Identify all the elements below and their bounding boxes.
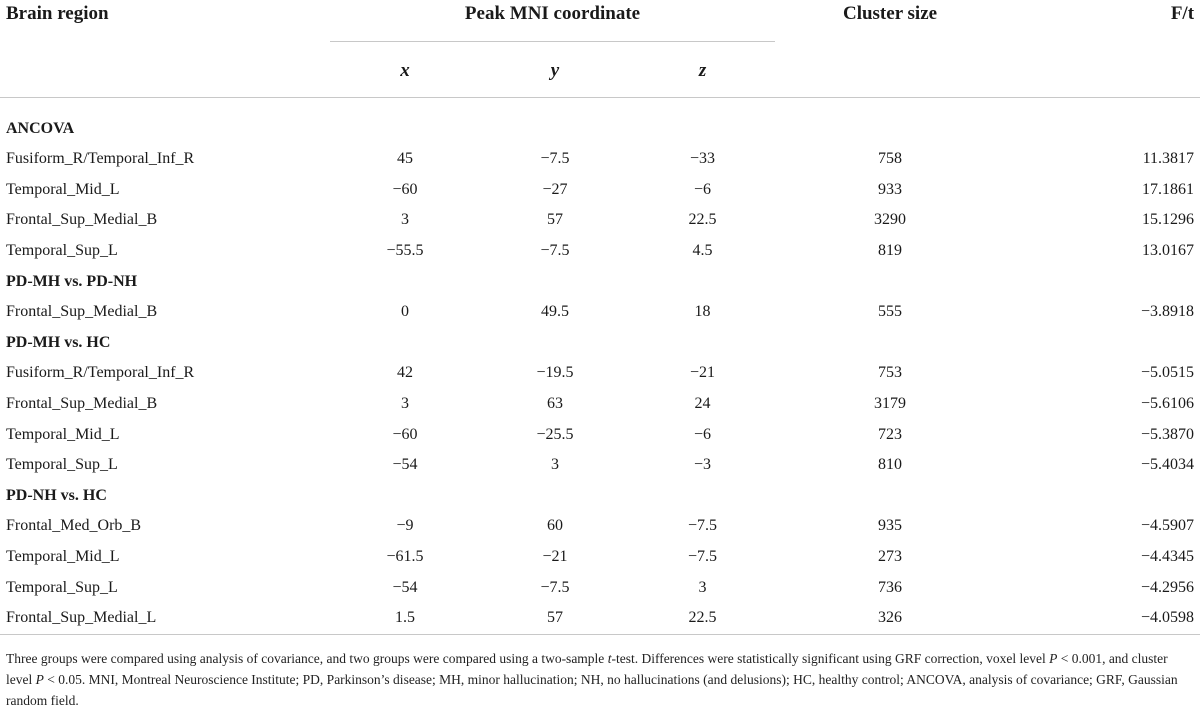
x-cell: −54 bbox=[392, 456, 418, 474]
region-cell: Temporal_Sup_L bbox=[6, 242, 118, 260]
f-t-cell: −4.0598 bbox=[1005, 603, 1200, 634]
x-cell: −9 bbox=[396, 517, 414, 535]
footnote-text-1: Three groups were compared using analysis of covariance, and two groups were compared using a two-sample bbox=[6, 651, 608, 666]
region-cell: Fusiform_R/Temporal_Inf_R bbox=[6, 364, 195, 382]
x-cell: 3 bbox=[401, 395, 409, 413]
table-row bbox=[0, 450, 1200, 481]
y-cell: −7.5 bbox=[540, 150, 570, 168]
f-t-cell: −4.2956 bbox=[1141, 578, 1195, 596]
footnote-t: t bbox=[607, 651, 612, 666]
y-cell: 63 bbox=[547, 395, 563, 413]
z-cell: 3 bbox=[698, 578, 707, 596]
x-cell: 42 bbox=[397, 364, 413, 382]
cluster-size-cell: 3290 bbox=[874, 211, 907, 229]
region-cell: Frontal_Sup_Medial_L bbox=[0, 603, 330, 634]
region-cell: Frontal_Med_Orb_B bbox=[6, 517, 142, 535]
z-cell: 18 bbox=[694, 303, 711, 321]
x-cell: 3 bbox=[401, 211, 409, 229]
header-x: x bbox=[330, 45, 480, 98]
table-row bbox=[0, 236, 1200, 267]
footnote-text-3: < 0.001, and cluster level bbox=[6, 651, 1168, 687]
header-brain-region: Brain region bbox=[0, 0, 330, 98]
z-cell: −7.5 bbox=[688, 517, 718, 535]
x-cell: 0 bbox=[401, 303, 409, 321]
x-cell: −61.5 bbox=[386, 548, 424, 566]
cluster-size-cell: 723 bbox=[878, 425, 903, 443]
table-row bbox=[0, 542, 1200, 573]
z-cell: −33 bbox=[690, 150, 716, 168]
group-row bbox=[0, 481, 1200, 512]
table-row bbox=[0, 175, 1200, 206]
header-row bbox=[0, 0, 1200, 45]
table-row bbox=[0, 205, 1200, 236]
region-cell: Fusiform_R/Temporal_Inf_R bbox=[6, 150, 195, 168]
region-cell: Temporal_Mid_L bbox=[6, 425, 120, 443]
f-t-cell: 11.3817 bbox=[1142, 150, 1195, 168]
table-row bbox=[0, 358, 1200, 389]
f-t-cell: −5.6106 bbox=[1141, 395, 1195, 413]
cluster-size-cell: 736 bbox=[878, 578, 903, 596]
y-cell: 60 bbox=[547, 517, 563, 535]
group-label: ANCOVA bbox=[6, 120, 75, 137]
y-cell: −7.5 bbox=[540, 578, 570, 596]
f-t-cell: 17.1861 bbox=[1142, 180, 1195, 198]
region-cell: Frontal_Sup_Medial_B bbox=[6, 211, 158, 229]
footnote-text-4: < 0.05. MNI, Montreal Neuroscience Institute; PD, Parkinson’s disease; MH, minor hallucination; NH, no hallucinations (and delusions); HC, healthy control; ANCOVA, analysis of covariance; GRF, Gaussian random field. bbox=[6, 672, 1178, 708]
group-row bbox=[0, 98, 1200, 145]
footnote-text-2: -test. Differences were statistically significant using GRF correction, voxel level bbox=[611, 651, 1050, 666]
z-cell: −6 bbox=[694, 180, 712, 198]
table-body bbox=[0, 98, 1200, 635]
region-cell: Frontal_Sup_Medial_B bbox=[6, 303, 158, 321]
header-cluster-size: Cluster size bbox=[775, 0, 1005, 98]
group-label: PD-MH vs. PD-NH bbox=[6, 272, 138, 290]
table-row bbox=[0, 419, 1200, 450]
f-t-cell: 15.1296 bbox=[1142, 211, 1195, 229]
cluster-size-cell: 753 bbox=[878, 364, 903, 382]
f-t-cell: −3.8918 bbox=[1141, 303, 1195, 321]
group-label: PD-MH vs. HC bbox=[6, 333, 111, 351]
cluster-size-cell: 3179 bbox=[874, 395, 907, 413]
z-cell: −3 bbox=[694, 456, 712, 474]
region-cell: Temporal_Sup_L bbox=[6, 456, 118, 474]
table-footnote bbox=[6, 648, 1194, 711]
y-cell: 3 bbox=[551, 456, 559, 474]
cluster-size-cell: 819 bbox=[878, 242, 903, 260]
table-row bbox=[0, 144, 1200, 175]
y-cell: −19.5 bbox=[536, 364, 574, 382]
x-cell: 45 bbox=[397, 150, 413, 168]
y-cell: 57 bbox=[480, 603, 630, 634]
z-cell: 22.5 bbox=[630, 603, 775, 634]
table-row bbox=[0, 511, 1200, 542]
cluster-size-cell: 810 bbox=[878, 456, 903, 474]
x-cell: 1.5 bbox=[330, 603, 480, 634]
table-row bbox=[0, 603, 1200, 634]
y-cell: −7.5 bbox=[540, 242, 570, 260]
x-cell: −54 bbox=[392, 578, 418, 596]
cluster-size-cell: 273 bbox=[878, 548, 903, 566]
region-cell: Temporal_Mid_L bbox=[6, 548, 120, 566]
f-t-cell: −5.4034 bbox=[1141, 456, 1195, 474]
header-y: y bbox=[480, 45, 630, 98]
region-cell: Temporal_Mid_L bbox=[6, 180, 120, 198]
z-cell: 24 bbox=[694, 395, 711, 413]
x-cell: −55.5 bbox=[386, 242, 424, 260]
y-cell: −21 bbox=[542, 548, 568, 566]
region-cell: Frontal_Sup_Medial_B bbox=[6, 395, 158, 413]
cluster-size-cell: 933 bbox=[878, 180, 903, 198]
z-cell: −7.5 bbox=[688, 548, 718, 566]
footnote-p2: P bbox=[35, 672, 44, 687]
footnote-p1: P bbox=[1049, 651, 1058, 666]
group-row bbox=[0, 328, 1200, 359]
z-cell: 4.5 bbox=[692, 242, 713, 260]
z-cell: −21 bbox=[690, 364, 716, 382]
group-label: PD-NH vs. HC bbox=[6, 486, 107, 504]
header-f-t: F/t bbox=[1005, 0, 1200, 98]
cluster-size-cell: 758 bbox=[878, 150, 903, 168]
cluster-size-cell: 935 bbox=[878, 517, 903, 535]
table-row bbox=[0, 297, 1200, 328]
z-cell: 22.5 bbox=[688, 211, 717, 229]
f-t-cell: −5.0515 bbox=[1141, 364, 1195, 382]
region-cell: Temporal_Sup_L bbox=[6, 578, 118, 596]
y-cell: −27 bbox=[542, 180, 568, 198]
x-cell: −60 bbox=[392, 425, 418, 443]
table-row bbox=[0, 572, 1200, 603]
y-cell: 49.5 bbox=[541, 303, 569, 321]
table-row bbox=[0, 389, 1200, 420]
f-t-cell: −4.4345 bbox=[1141, 548, 1195, 566]
header-z: z bbox=[630, 45, 775, 98]
cluster-size-cell: 326 bbox=[775, 603, 1005, 634]
header-peak-mni bbox=[330, 0, 775, 45]
f-t-cell: 13.0167 bbox=[1142, 242, 1195, 260]
f-t-cell: −5.3870 bbox=[1141, 425, 1195, 443]
z-cell: −6 bbox=[694, 425, 712, 443]
group-row bbox=[0, 266, 1200, 297]
x-cell: −60 bbox=[392, 180, 418, 198]
y-cell: −25.5 bbox=[536, 425, 574, 443]
cluster-size-cell: 555 bbox=[878, 303, 903, 321]
header-peak-mni-label: Peak MNI coordinate bbox=[330, 3, 775, 42]
y-cell: 57 bbox=[547, 211, 563, 229]
f-t-cell: −4.5907 bbox=[1141, 517, 1195, 535]
